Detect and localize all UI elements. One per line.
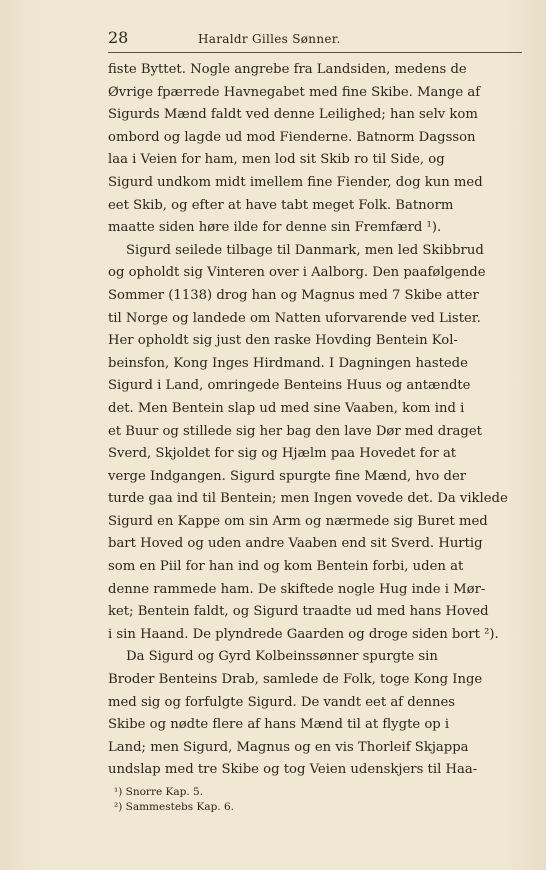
footnote: ²) Sammestebs Kap. 6. — [114, 801, 235, 813]
text-line: Sigurd seilede tilbage til Danmark, men led Skibbrud — [126, 242, 484, 258]
text-line: Sommer (1138) drog han og Magnus med 7 Skibe atter — [108, 287, 479, 303]
text-line: til Norge og landede om Natten uforvarende ved Lister. — [108, 310, 481, 326]
text-line: Sigurds Mænd faldt ved denne Leilighed; han selv kom — [108, 107, 478, 123]
text-line: i sin Haand. De plyndrede Gaarden og droge siden bort ²). — [108, 626, 499, 642]
running-title: Haraldr Gilles Sønner. — [198, 32, 341, 46]
text-line: og opholdt sig Vinteren over i Aalborg. Den paafølgende — [108, 265, 486, 281]
text-line: bart Hoved og uden andre Vaaben end sit Sverd. Hurtig — [108, 536, 483, 552]
page-number: 28 — [108, 28, 129, 47]
text-line: ombord og lagde ud mod Fienderne. Batnorm Dagsson — [108, 129, 476, 145]
text-line: undslap med tre Skibe og tog Veien udenskjers til Haa- — [108, 762, 478, 778]
text-line: med sig og forfulgte Sigurd. De vandt eet af dennes — [108, 694, 456, 710]
text-line: turde gaa ind til Bentein; men Ingen vovede det. Da viklede — [108, 491, 508, 507]
text-line: Øvrige fpærrede Havnegabet med fine Skibe. Mange af — [108, 84, 481, 100]
text-line: eet Skib, og efter at have tabt meget Folk. Batnorm — [108, 197, 454, 213]
text-line: Da Sigurd og Gyrd Kolbeinssønner spurgte sin — [126, 649, 438, 665]
text-line: Sigurd undkom midt imellem fine Fiender, dog kun med — [108, 174, 483, 190]
text-line: Sigurd en Kappe om sin Arm og nærmede sig Buret med — [108, 513, 488, 529]
text-line: ket; Bentein faldt, og Sigurd traadte ud med hans Hoved — [108, 604, 489, 620]
text-line: maatte siden høre ilde for denne sin Fremfærd ¹). — [108, 220, 442, 236]
text-line: et Buur og stillede sig her bag den lave Dør med draget — [108, 423, 482, 439]
text-line: Broder Benteins Drab, samlede de Folk, toge Kong Inge — [108, 672, 483, 688]
text-line: denne rammede ham. De skiftede nogle Hug inde i Mør- — [108, 581, 486, 597]
body-text — [108, 59, 522, 782]
text-line: Skibe og nødte flere af hans Mænd til at flygte op i — [108, 717, 450, 733]
text-line: som en Piil for han ind og kom Bentein forbi, uden at — [108, 559, 464, 575]
text-line: fiste Byttet. Nogle angrebe fra Landsiden, medens de — [108, 62, 467, 77]
text-line: laa i Veien for ham, men lod sit Skib ro til Side, og — [108, 152, 445, 168]
text-line: verge Indgangen. Sigurd spurgte fine Mænd, hvo der — [108, 468, 467, 484]
footnotes — [108, 785, 522, 815]
page-header — [108, 28, 522, 53]
text-line: Her opholdt sig just den raske Hovding Bentein Kol- — [108, 333, 458, 349]
text-line: beinsfon, Kong Inges Hirdmand. I Dagningen hastede — [108, 355, 468, 371]
text-line: det. Men Bentein slap ud med sine Vaaben, kom ind i — [108, 400, 465, 416]
text-line: Sigurd i Land, omringede Benteins Huus og antændte — [108, 378, 471, 394]
text-line: Land; men Sigurd, Magnus og en vis Thorleif Skjappa — [108, 739, 469, 755]
footnote: ¹) Snorre Kap. 5. — [114, 786, 204, 798]
text-line: Sverd, Skjoldet for sig og Hjælm paa Hovedet for at — [108, 446, 457, 462]
